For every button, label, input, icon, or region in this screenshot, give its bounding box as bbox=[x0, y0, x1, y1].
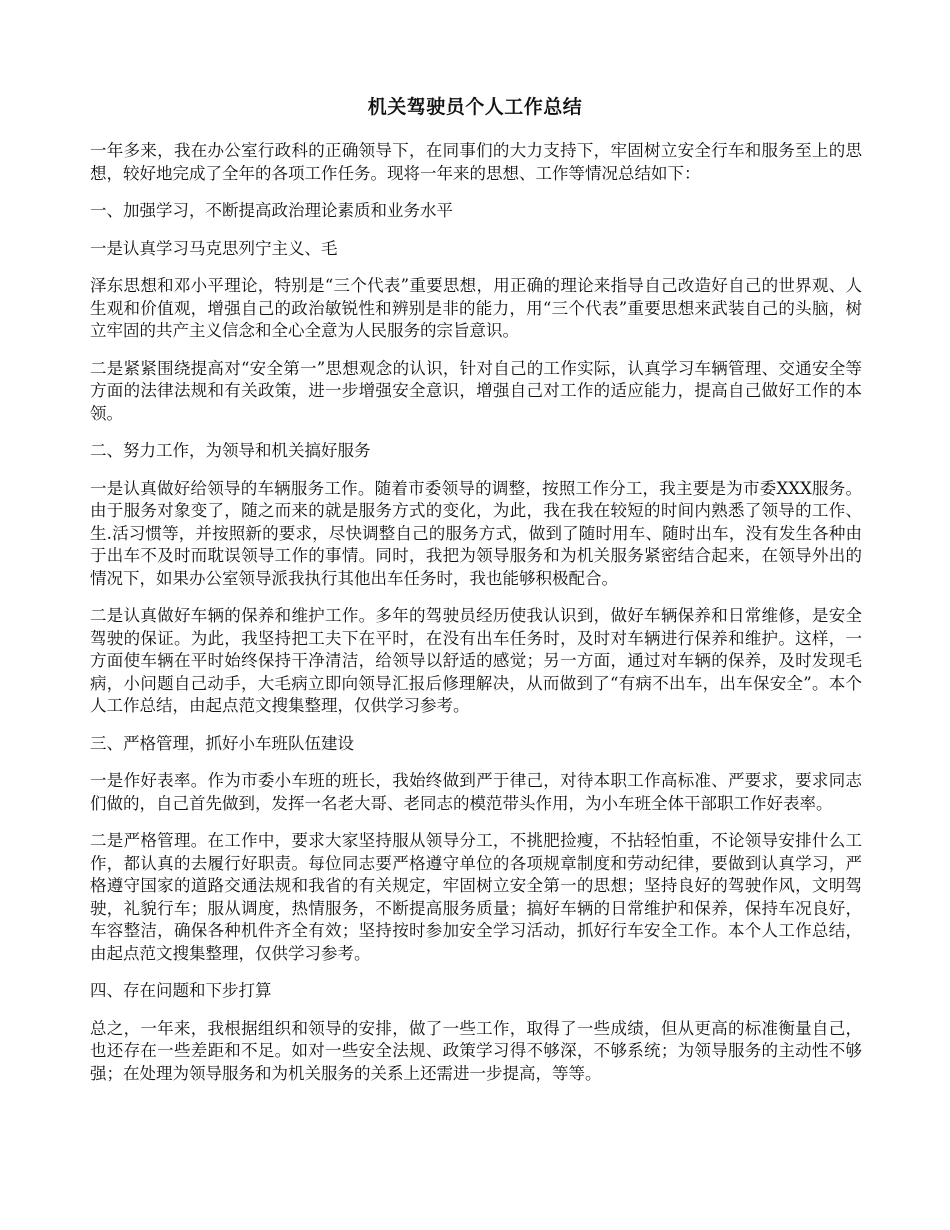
section-heading-2: 二、努力工作，为领导和机关搞好服务 bbox=[90, 441, 371, 460]
conclusion-paragraph: 总之，一年来，我根据组织和领导的安排，做了一些工作，取得了一些成绩，但从更高的标准衡量自己，也还存在一些差距和不足。如对一些安全法规、政策学习得不够深，不够系统；为领导服务的主动性不够强；在处理为领导服务和为机关服务的关系上还需进一步提高，等等。 bbox=[90, 1018, 862, 1083]
intro-paragraph: 一年多来，我在办公室行政科的正确领导下，在同事们的大力支持下，牢固树立安全行车和服务至上的思想，较好地完成了全年的各项工作任务。现将一年来的思想、工作等情况总结如下： bbox=[90, 141, 862, 183]
paragraph: 一是认真做好给领导的车辆服务工作。随着市委领导的调整，按照工作分工，我主要是为市委XXX服务。由于服务对象变了，随之而来的就是服务方式的变化，为此，我在我在较短的时间内熟悉了领导的工作、生.活习惯等，并按照新的要求，尽快调整自己的服务方式，做到了随时用车、随时出车，没有发生各种由于出车不及时而耽误领导工作的事情。同时，我把为领导服务和为机关服务紧密结合起来，在领导外出的情况下，如果办公室领导派我执行其他出车任务时，我也能够积极配合。 bbox=[90, 478, 862, 588]
paragraph: 一是作好表率。作为市委小车班的班长，我始终做到严于律己，对待本职工作高标准、严要求，要求同志们做的，自己首先做到，发挥一名老大哥、老同志的模范带头作用，为小车班全体干部职工作好表率。 bbox=[90, 771, 862, 813]
paragraph: 二是认真做好车辆的保养和维护工作。多年的驾驶员经历使我认识到，做好车辆保养和日常维修，是安全驾驶的保证。为此，我坚持把工夫下在平时，在没有出车任务时，及时对车辆进行保养和维护。这样，一方面使车辆在平时始终保持干净清洁，给领导以舒适的感觉；另一方面，通过对车辆的保养，及时发现毛病，小问题自己动手，大毛病立即向领导汇报后修理解决，从而做到了“有病不出车，出车保安全”。本个人工作总结，由起点范文搜集整理，仅供学习参考。 bbox=[90, 606, 862, 715]
paragraph: 二是严格管理。在工作中，要求大家坚持服从领导分工，不挑肥捡瘦，不拈轻怕重，不论领导安排什么工作，都认真的去履行好职责。每位同志要严格遵守单位的各项规章制度和劳动纪律，要做到认真学习，严格遵守国家的道路交通法规和我省的有关规定，牢固树立安全第一的思想；坚持良好的驾驶作风，文明驾驶，礼貌行车；服从调度，热情服务，不断提高服务质量；搞好车辆的日常维护和保养，保持车况良好，车容整洁，确保各种机件齐全有效；坚持按时参加安全学习活动，抓好行车安全工作。本个人工作总结，由起点范文搜集整理，仅供学习参考。 bbox=[90, 831, 862, 963]
section-heading-1: 一、加强学习，不断提高政治理论素质和业务水平 bbox=[90, 201, 453, 220]
paragraph: 一是认真学习马克思列宁主义、毛 bbox=[90, 238, 338, 258]
paragraph: 泽东思想和邓小平理论，特别是“三个代表”重要思想，用正确的理论来指导自己改造好自己的世界观、人生观和价值观，增强自己的政治敏锐性和辨别是非的能力，用“三个代表”重要思想来武装自己的头脑，树立牢固的共产主义信念和全心全意为人民服务的宗旨意识。 bbox=[90, 276, 862, 340]
document-title: 机关驾驶员个人工作总结 bbox=[367, 96, 583, 118]
document-body bbox=[90, 140, 862, 1100]
section-heading-3: 三、严格管理，抓好小车班队伍建设 bbox=[90, 733, 354, 753]
section-heading-4: 四、存在问题和下步打算 bbox=[90, 981, 272, 1000]
paragraph: 二是紧紧围绕提高对“安全第一”思想观念的认识，针对自己的工作实际，认真学习车辆管理、交通安全等方面的法律法规和有关政策，进一步增强安全意识，增强自己对工作的适应能力，提高自己做好工作的本领。 bbox=[90, 358, 862, 423]
